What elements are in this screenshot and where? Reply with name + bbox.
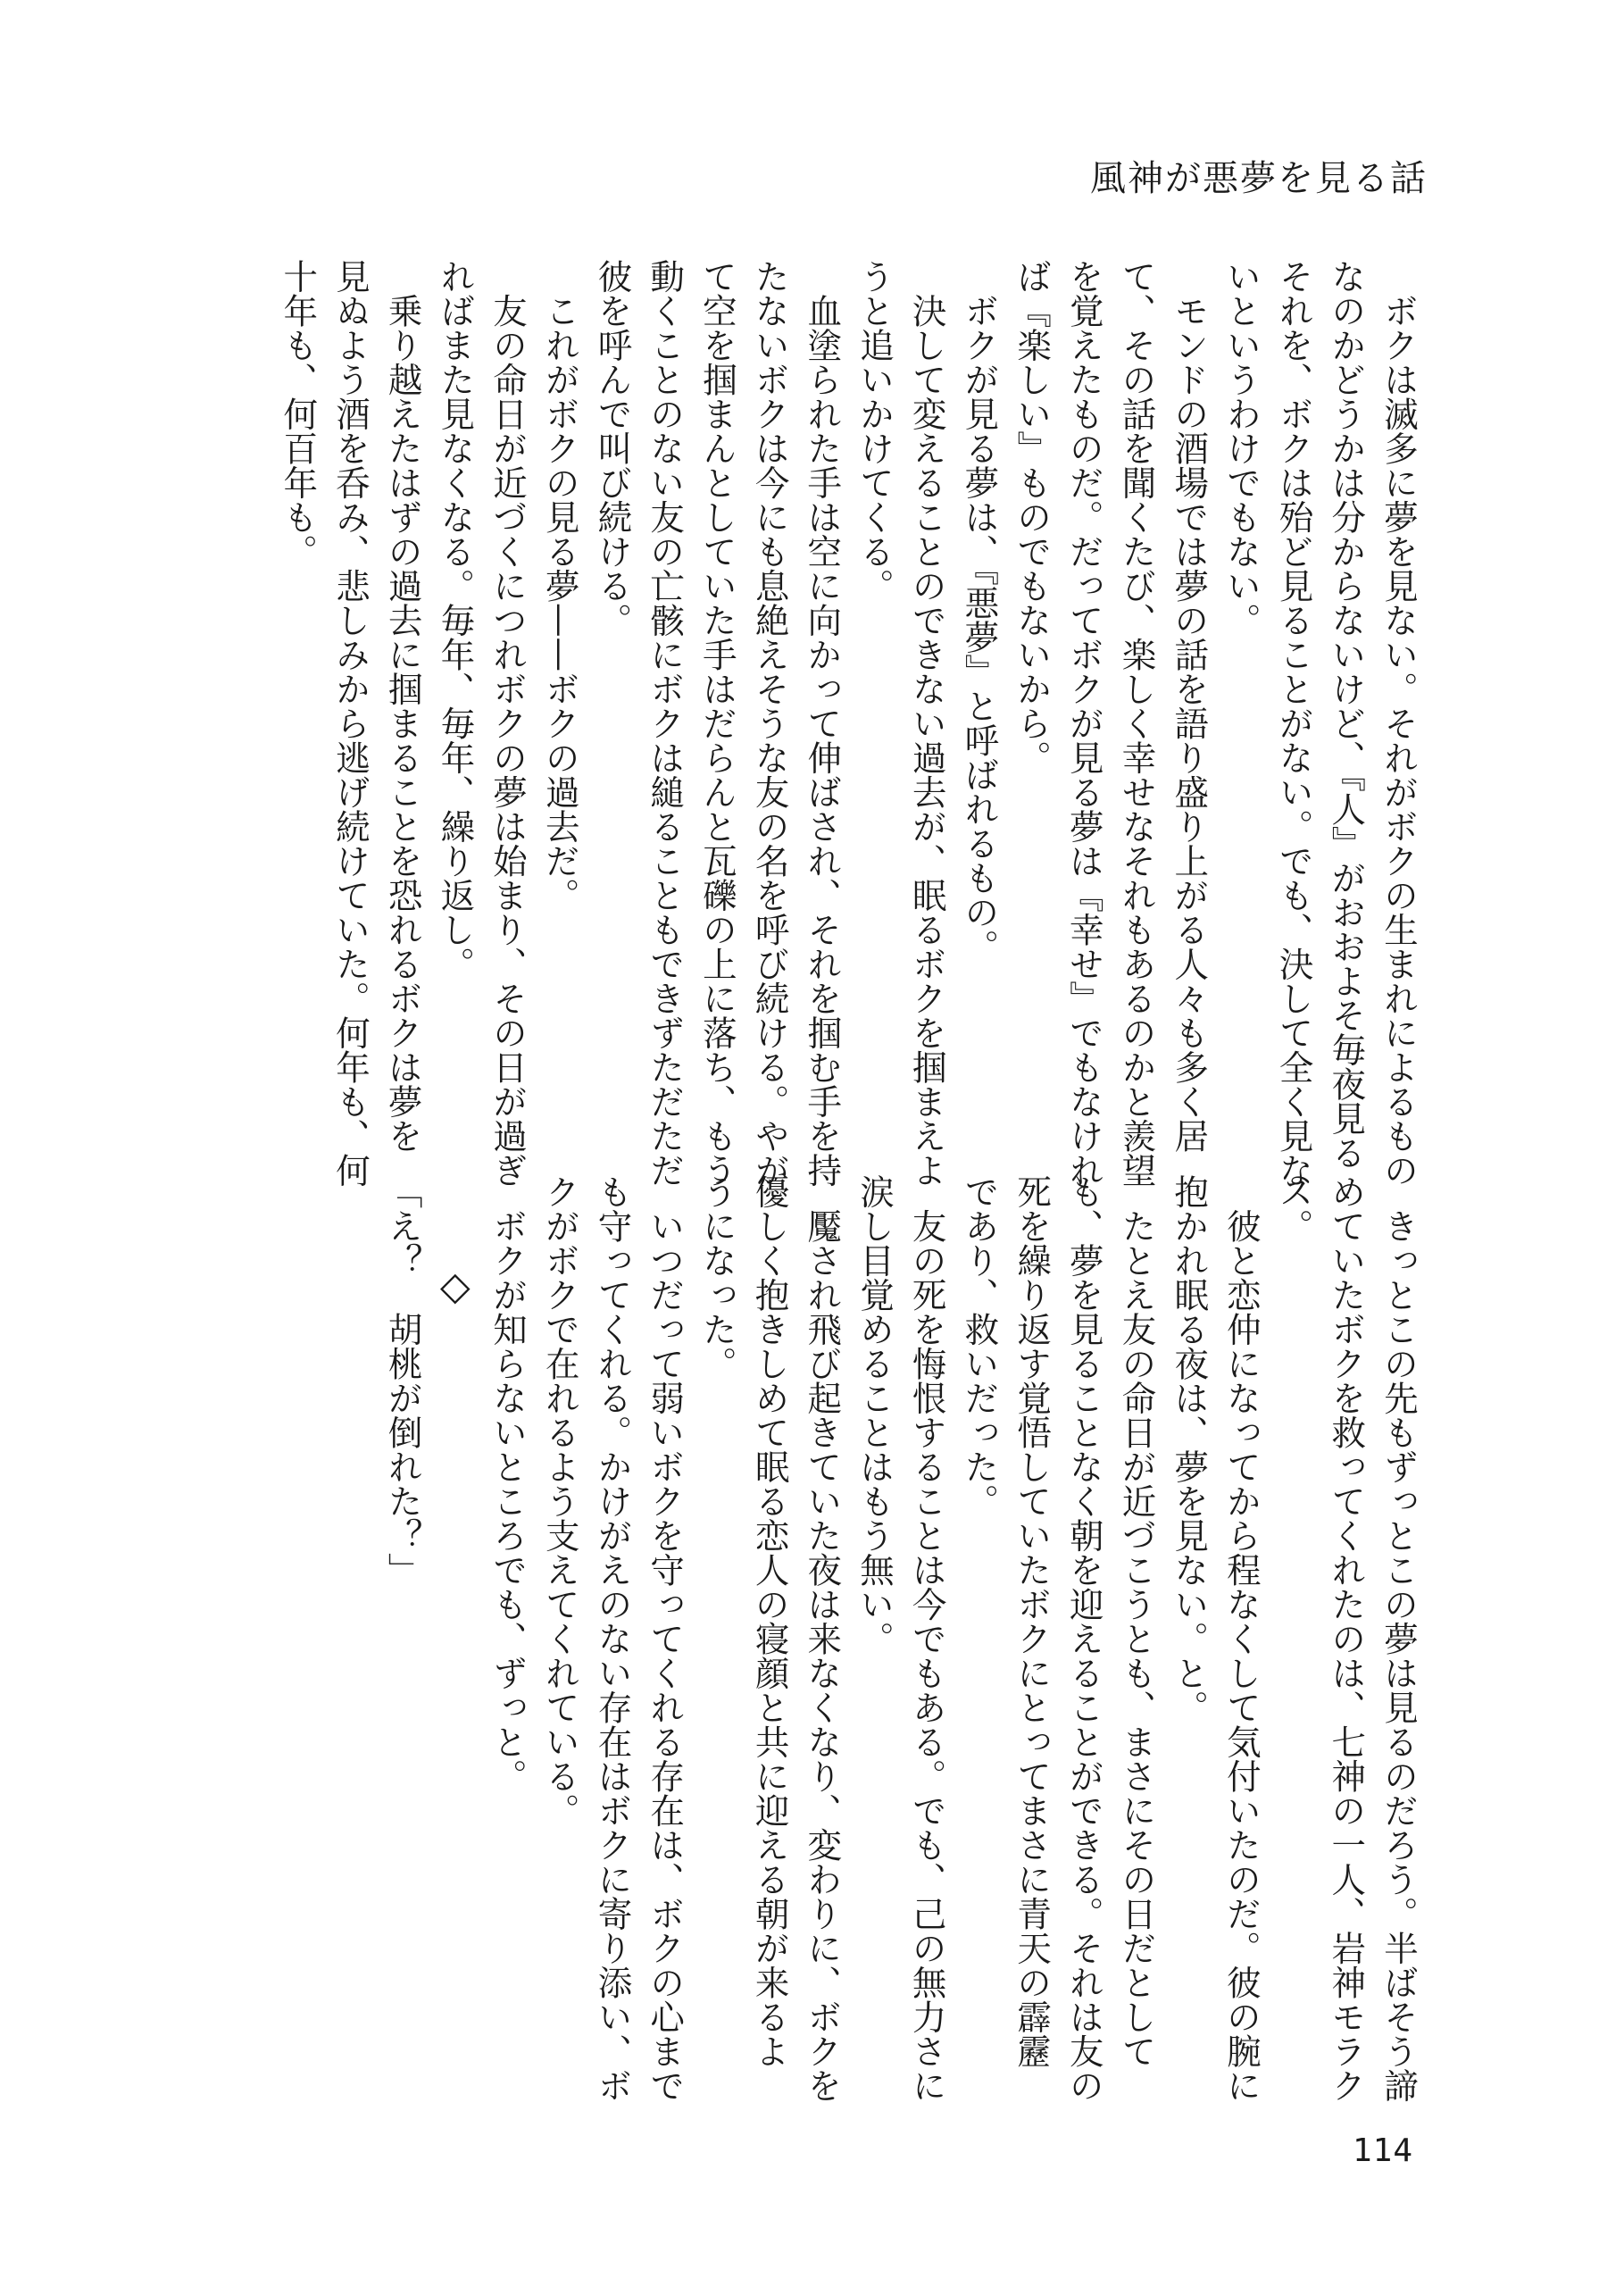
text-line: それを、ボクは殆ど見ることがない。でも、決して全く見な (1273, 259, 1314, 1188)
text-line: 友の死を悔恨することは今でもある。でも、己の無力さに (906, 1174, 947, 2103)
lower-text-block (376, 1174, 1424, 2103)
text-line: いというわけでもない。 (1220, 259, 1262, 638)
text-line: ボクが知らないところでも、ずっと。 (487, 1174, 529, 1793)
text-line: ば『楽しい』ものでもないから。 (1012, 259, 1053, 775)
text-line: 決して変えることのできない過去が、眠るボクを掴まえよ (906, 259, 947, 1188)
text-line: 彼と恋仲になってから程なくして気付いたのだ。彼の腕に (1220, 1174, 1262, 2103)
text-line: ボクが見る夢は、『悪夢』と呼ばれるもの。 (959, 259, 1000, 964)
text-line: 見ぬよう酒を呑み、悲しみから逃げ続けていた。何年も、何 (329, 259, 371, 1188)
text-line: であり、救いだった。 (959, 1174, 1000, 1518)
text-line: うになった。 (696, 1174, 737, 1381)
text-line: 彼を呼んで叫び続ける。 (592, 259, 633, 638)
text-line: たないボクは今にも息絶えそうな友の名を呼び続ける。やが (749, 259, 790, 1188)
text-line: 動くことのない友の亡骸にボクは縋ることもできずただただ (645, 259, 686, 1188)
text-line: 乗り越えたはずの過去に掴まることを恐れるボクは夢を (382, 259, 423, 1153)
section-separator: ◇ (432, 1264, 479, 1309)
text-line: ボクは滅多に夢を見ない。それがボクの生まれによるもの (1378, 259, 1419, 1188)
running-title: 風神が悪夢を見る話 (1090, 158, 1428, 199)
text-line: きっとこの先もずっとこの夢は見るのだろう。半ばそう諦 (1378, 1174, 1419, 2103)
text-line: 優しく抱きしめて眠る恋人の寝顔と共に迎える朝が来るよ (749, 1174, 790, 2068)
text-line: も、夢を見ることなく朝を迎えることができる。それは友の (1063, 1174, 1104, 2103)
text-line: いつだって弱いボクを守ってくれる存在は、ボクの心まで (645, 1174, 686, 2103)
text-line: 血塗られた手は空に向かって伸ばされ、それを掴む手を持 (802, 259, 843, 1188)
dialogue-line: 「え？ 胡桃が倒れた？」 (382, 1174, 423, 1587)
text-line: これがボクの見る夢——ボクの過去だ。 (539, 259, 580, 913)
text-line: なのかどうかは分からないけど、『人』がおおよそ毎夜見る (1326, 259, 1367, 1171)
page-number: 114 (1352, 2132, 1413, 2169)
text-line: て、その話を聞くたび、楽しく幸せなそれもあるのかと羨望 (1116, 259, 1157, 1188)
text-line: 友の命日が近づくにつれボクの夢は始まり、その日が過ぎ (487, 259, 529, 1188)
text-line: うと追いかけてくる。 (854, 259, 895, 603)
text-line: 十年も、何百年も。 (278, 259, 319, 569)
text-line: めていたボクを救ってくれたのは、七神の一人、岩神モラク (1326, 1174, 1367, 2103)
text-line: ス。 (1273, 1174, 1314, 1243)
text-line: 抱かれ眠る夜は、夢を見ない。と。 (1169, 1174, 1210, 1724)
text-line: を覚えたものだ。だってボクが見る夢は『幸せ』でもなけれ (1063, 259, 1104, 1188)
text-line: も守ってくれる。かけがえのない存在はボクに寄り添い、ボ (592, 1174, 633, 2103)
text-line: て空を掴まんとしていた手はだらんと瓦礫の上に落ち、もう (696, 259, 737, 1188)
text-line: クがボクで在れるよう支えてくれている。 (539, 1174, 580, 1828)
text-line: モンドの酒場では夢の話を語り盛り上がる人々も多く居 (1169, 259, 1210, 1153)
text-line: たとえ友の命日が近づこうとも、まさにその日だとして (1116, 1174, 1157, 2068)
text-line: ればまた見なくなる。毎年、毎年、繰り返し。 (435, 259, 476, 981)
text-line: 涙し目覚めることはもう無い。 (854, 1174, 895, 1656)
upper-text-block (271, 259, 1424, 1188)
text-line: 死を繰り返す覚悟していたボクにとってまさに青天の霹靂 (1012, 1174, 1053, 2068)
text-line: 魘され飛び起きていた夜は来なくなり、変わりに、ボクを (802, 1174, 843, 2103)
